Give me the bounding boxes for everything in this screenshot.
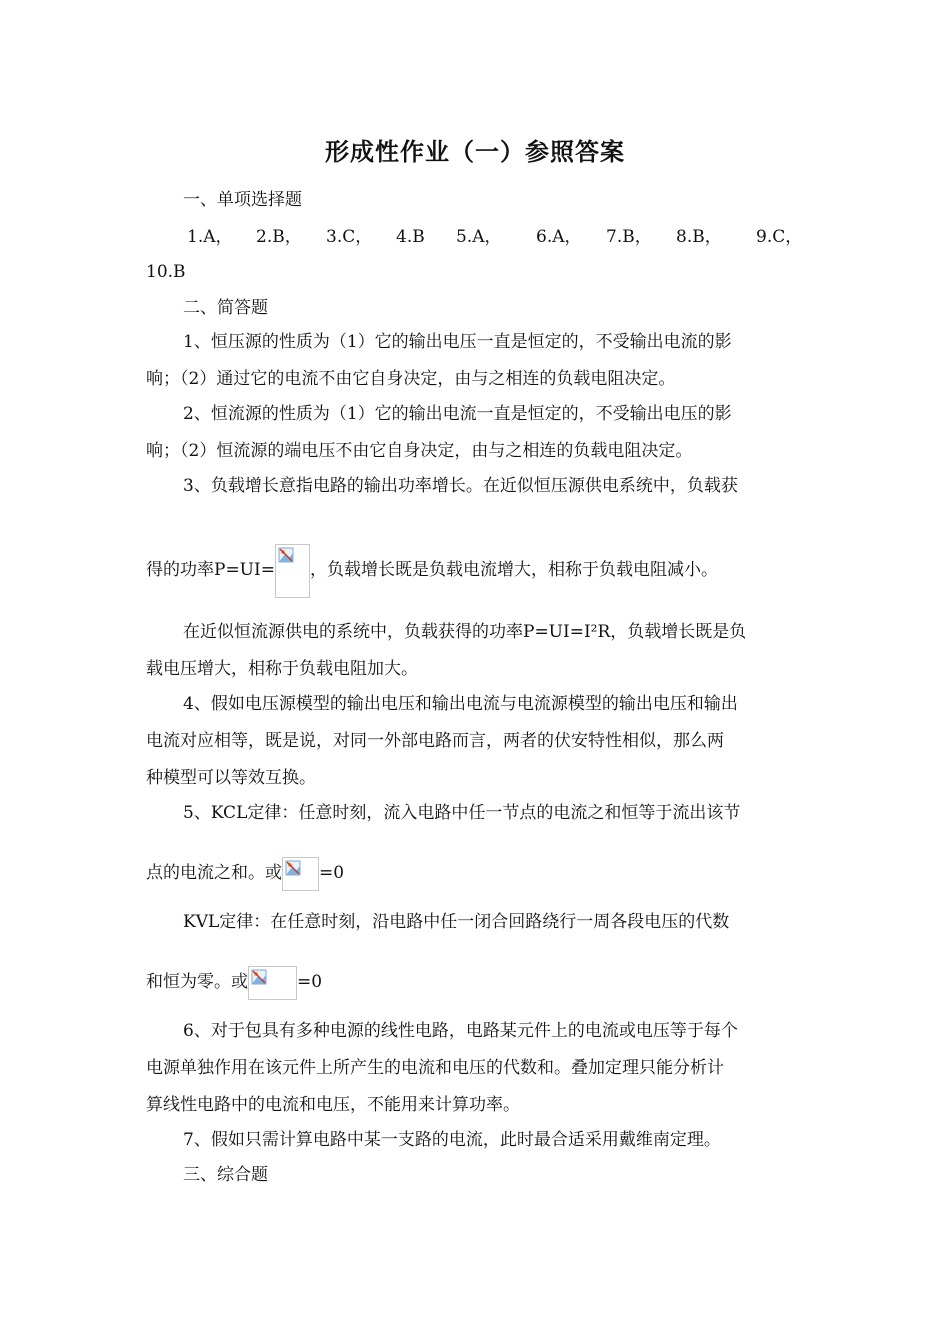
- paragraph-line: 响；（2）恒流源的端电压不由它自身决定，由与之相连的负载电阻决定。: [146, 441, 693, 461]
- answer-item: 2.B，: [256, 227, 302, 247]
- text-run: 得的功率P=UI=: [146, 560, 275, 580]
- answer-item: 7.B，: [606, 227, 652, 247]
- paragraph-line: [146, 543, 718, 598]
- answer-item: 8.B，: [676, 227, 722, 247]
- paragraph-line: 在近似恒流源供电的系统中，负载获得的功率P=UI=I²R，负载增长既是负: [183, 622, 747, 642]
- broken-image-icon: [248, 966, 297, 1000]
- text-run: =0: [297, 972, 323, 992]
- text-run: 和恒为零。或: [146, 972, 248, 992]
- paragraph-line: 电源单独作用在该元件上所产生的电流和电压的代数和。叠加定理只能分析计: [146, 1058, 724, 1078]
- paragraph-line: 电流对应相等，既是说，对同一外部电路而言，两者的伏安特性相似，那么两: [146, 731, 724, 751]
- answer-item: 6.A，: [536, 227, 582, 247]
- paragraph-line: [146, 965, 322, 1000]
- paragraph-line: 4、假如电压源模型的输出电压和输出电流与电流源模型的输出电压和输出: [183, 694, 738, 714]
- broken-image-icon: [282, 857, 319, 891]
- paragraph-line: 7、假如只需计算电路中某一支路的电流，此时最合适采用戴维南定理。: [183, 1130, 721, 1150]
- section-heading-short-answer: 二、简答题: [183, 298, 268, 318]
- paragraph-line: 2、恒流源的性质为（1）它的输出电流一直是恒定的，不受输出电压的影: [183, 404, 732, 424]
- answer-item: 10.B: [146, 262, 186, 282]
- answer-item: 5.A，: [456, 227, 502, 247]
- text-run: 点的电流之和。或: [146, 863, 282, 883]
- paragraph-line: 载电压增大，相称于负载电阻加大。: [146, 659, 418, 679]
- section-heading-comprehensive: 三、综合题: [183, 1165, 268, 1185]
- text-run: =0: [319, 863, 345, 883]
- answer-item: 3.C，: [326, 227, 373, 247]
- answer-item: 4.B: [396, 227, 425, 247]
- paragraph-line: 种模型可以等效互换。: [146, 768, 316, 788]
- paragraph-line: KVL定律：在任意时刻，沿电路中任一闭合回路绕行一周各段电压的代数: [183, 912, 730, 932]
- paragraph-line: 6、对于包具有多种电源的线性电路，电路某元件上的电流或电压等于每个: [183, 1021, 738, 1041]
- answer-item: 1.A，: [187, 227, 233, 247]
- page-title: 形成性作业（一）参照答案: [325, 138, 625, 166]
- text-run: ，负载增长既是负载电流增大，相称于负载电阻减小。: [309, 560, 718, 580]
- broken-image-icon: [275, 544, 310, 598]
- answer-item: 9.C，: [756, 227, 803, 247]
- paragraph-line: 3、负载增长意指电路的输出功率增长。在近似恒压源供电系统中，负载获: [183, 476, 738, 496]
- paragraph-line: 1、恒压源的性质为（1）它的输出电压一直是恒定的，不受输出电流的影: [183, 332, 732, 352]
- paragraph-line: 算线性电路中的电流和电压，不能用来计算功率。: [146, 1095, 520, 1115]
- paragraph-line: 5、KCL定律：任意时刻，流入电路中任一节点的电流之和恒等于流出该节: [183, 803, 741, 823]
- paragraph-line: [146, 856, 344, 891]
- paragraph-line: 响；（2）通过它的电流不由它自身决定，由与之相连的负载电阻决定。: [146, 369, 676, 389]
- section-heading-choice: 一、单项选择题: [183, 190, 302, 210]
